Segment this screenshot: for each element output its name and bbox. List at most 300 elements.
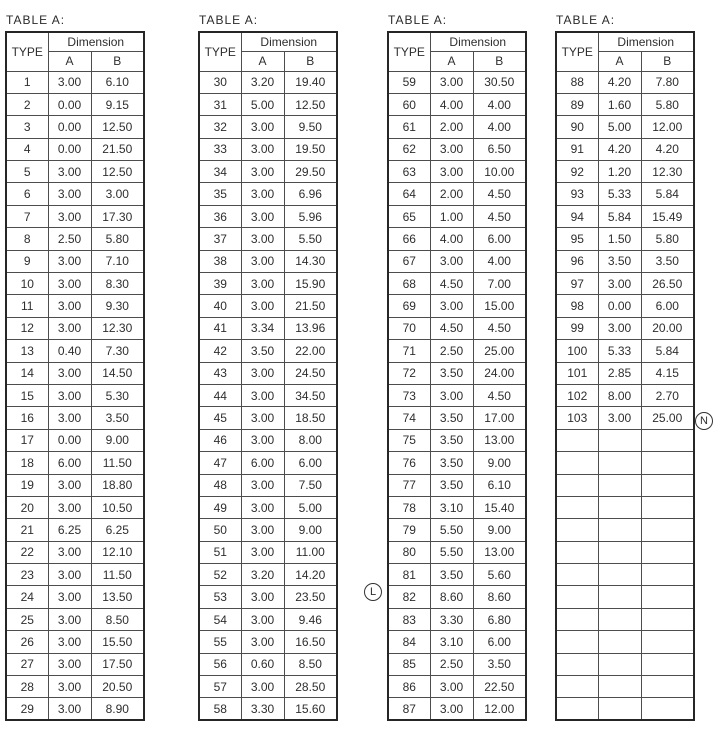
dim-a-cell: 4.20 (598, 71, 641, 93)
dim-a-cell: 3.00 (241, 496, 284, 518)
empty-cell (556, 429, 598, 451)
type-cell: 44 (199, 384, 241, 406)
header-row (6, 32, 144, 52)
dim-a-cell: 3.50 (430, 452, 473, 474)
dim-a-cell: 2.50 (430, 340, 473, 362)
dim-a-cell: 3.00 (430, 698, 473, 720)
type-cell: 77 (388, 474, 430, 496)
type-cell: 83 (388, 608, 430, 630)
dim-b-cell: 12.50 (91, 116, 144, 138)
type-cell: 3 (6, 116, 48, 138)
table-block-3 (387, 13, 527, 721)
dim-a-cell: 3.00 (598, 317, 641, 339)
dim-a-cell: 3.00 (598, 407, 641, 429)
type-cell: 94 (556, 205, 598, 227)
table-row (6, 205, 144, 227)
dim-a-cell: 3.00 (48, 698, 91, 720)
dim-b-cell: 6.25 (91, 519, 144, 541)
dim-a-cell: 3.20 (241, 71, 284, 93)
table-row (6, 452, 144, 474)
type-cell: 103 (556, 407, 598, 429)
type-cell: 10 (6, 273, 48, 295)
dim-b-cell: 12.50 (91, 161, 144, 183)
dim-a-cell: 3.00 (241, 407, 284, 429)
dim-a-cell: 5.84 (598, 205, 641, 227)
dim-b-cell: 13.96 (284, 317, 337, 339)
type-cell: 8 (6, 228, 48, 250)
type-cell: 62 (388, 138, 430, 160)
table-row (199, 384, 337, 406)
type-cell: 70 (388, 317, 430, 339)
dim-a-cell: 3.00 (48, 586, 91, 608)
table-row (199, 653, 337, 675)
type-cell: 36 (199, 205, 241, 227)
dim-a-cell: 3.00 (241, 250, 284, 272)
dim-a-cell: 0.00 (48, 116, 91, 138)
table-row (556, 138, 694, 160)
type-cell: 12 (6, 317, 48, 339)
type-cell: 17 (6, 429, 48, 451)
dim-a-cell: 3.00 (241, 116, 284, 138)
type-cell: 21 (6, 519, 48, 541)
empty-cell (556, 474, 598, 496)
table-row (199, 519, 337, 541)
empty-cell (598, 653, 641, 675)
dim-a-cell: 3.00 (48, 541, 91, 563)
type-cell: 7 (6, 205, 48, 227)
dim-a-cell: 3.00 (241, 474, 284, 496)
dim-a-cell: 6.25 (48, 519, 91, 541)
dim-a-cell: 6.00 (48, 452, 91, 474)
dim-a-cell: 3.00 (430, 71, 473, 93)
dim-b-cell: 4.00 (473, 116, 526, 138)
table-row (6, 250, 144, 272)
type-cell: 87 (388, 698, 430, 720)
type-cell: 18 (6, 452, 48, 474)
dim-b-cell: 34.50 (284, 384, 337, 406)
table-row (388, 250, 526, 272)
dim-b-cell: 9.00 (91, 429, 144, 451)
dim-b-cell: 6.10 (473, 474, 526, 496)
dim-b-cell: 21.50 (284, 295, 337, 317)
dim-a-cell: 4.00 (430, 228, 473, 250)
dim-b-cell: 23.50 (284, 586, 337, 608)
type-cell: 98 (556, 295, 598, 317)
type-cell: 55 (199, 631, 241, 653)
dim-b-cell: 17.00 (473, 407, 526, 429)
dim-b-cell: 5.30 (91, 384, 144, 406)
dim-b-cell: 10.00 (473, 161, 526, 183)
type-cell: 80 (388, 541, 430, 563)
dim-a-cell: 3.00 (48, 564, 91, 586)
dim-b-cell: 3.50 (641, 250, 694, 272)
table-row (388, 698, 526, 720)
dim-a-cell: 3.00 (241, 631, 284, 653)
table-row (388, 429, 526, 451)
type-cell: 96 (556, 250, 598, 272)
dim-b-cell: 5.84 (641, 340, 694, 362)
dim-a-cell: 5.00 (598, 116, 641, 138)
table-row (199, 474, 337, 496)
table-row (6, 138, 144, 160)
dim-b-cell: 5.84 (641, 183, 694, 205)
dim-a-cell: 3.00 (48, 653, 91, 675)
type-cell: 61 (388, 116, 430, 138)
dim-a-cell: 3.00 (430, 161, 473, 183)
dim-b-cell: 25.00 (641, 407, 694, 429)
dim-b-cell: 19.40 (284, 71, 337, 93)
col-header-dimension: Dimension (48, 32, 144, 52)
type-cell: 14 (6, 362, 48, 384)
table-row (388, 564, 526, 586)
table-row (388, 183, 526, 205)
table-row (199, 676, 337, 698)
type-cell: 63 (388, 161, 430, 183)
dim-a-cell: 3.50 (430, 362, 473, 384)
type-cell: 19 (6, 474, 48, 496)
dim-b-cell: 18.50 (284, 407, 337, 429)
dim-b-cell: 29.50 (284, 161, 337, 183)
dim-b-cell: 11.50 (91, 452, 144, 474)
table-row (388, 295, 526, 317)
dim-a-cell: 5.00 (241, 93, 284, 115)
type-cell: 15 (6, 384, 48, 406)
dim-a-cell: 3.00 (48, 71, 91, 93)
empty-cell (641, 608, 694, 630)
type-cell: 41 (199, 317, 241, 339)
col-header-dimension: Dimension (430, 32, 526, 52)
table-row (199, 93, 337, 115)
type-cell: 11 (6, 295, 48, 317)
dim-a-cell: 1.60 (598, 93, 641, 115)
dim-a-cell: 5.50 (430, 541, 473, 563)
table-row (6, 93, 144, 115)
empty-cell (598, 564, 641, 586)
dim-b-cell: 14.20 (284, 564, 337, 586)
empty-cell (556, 631, 598, 653)
table-block-2 (198, 13, 338, 721)
dim-a-cell: 3.00 (48, 474, 91, 496)
type-cell: 75 (388, 429, 430, 451)
empty-cell (641, 564, 694, 586)
empty-cell (598, 676, 641, 698)
dim-b-cell: 2.70 (641, 384, 694, 406)
empty-cell (598, 474, 641, 496)
table-row (556, 317, 694, 339)
dim-a-cell: 3.50 (430, 407, 473, 429)
empty-cell (641, 541, 694, 563)
dim-b-cell: 4.50 (473, 205, 526, 227)
type-cell: 74 (388, 407, 430, 429)
dim-b-cell: 6.00 (641, 295, 694, 317)
dim-a-cell: 0.00 (48, 138, 91, 160)
col-header-b: B (473, 52, 526, 72)
table-row (556, 228, 694, 250)
dim-a-cell: 3.00 (241, 519, 284, 541)
type-cell: 93 (556, 183, 598, 205)
empty-row (556, 586, 694, 608)
empty-cell (641, 519, 694, 541)
table-row (199, 608, 337, 630)
type-cell: 20 (6, 496, 48, 518)
type-cell: 95 (556, 228, 598, 250)
dim-a-cell: 3.50 (598, 250, 641, 272)
type-cell: 84 (388, 631, 430, 653)
table-row (6, 384, 144, 406)
type-cell: 100 (556, 340, 598, 362)
type-cell: 22 (6, 541, 48, 563)
dim-b-cell: 4.00 (473, 250, 526, 272)
type-cell: 53 (199, 586, 241, 608)
table-row (6, 653, 144, 675)
table-title: TABLE A: (556, 13, 616, 27)
dim-a-cell: 3.00 (48, 317, 91, 339)
dim-a-cell: 0.60 (241, 653, 284, 675)
dimension-table-3 (387, 31, 527, 721)
empty-row (556, 653, 694, 675)
type-cell: 79 (388, 519, 430, 541)
dim-a-cell: 2.85 (598, 362, 641, 384)
dim-a-cell: 3.00 (48, 362, 91, 384)
dim-a-cell: 3.00 (241, 295, 284, 317)
dim-a-cell: 3.00 (241, 138, 284, 160)
dim-b-cell: 4.20 (641, 138, 694, 160)
type-cell: 28 (6, 676, 48, 698)
dim-a-cell: 3.00 (48, 631, 91, 653)
type-cell: 67 (388, 250, 430, 272)
dim-a-cell: 3.50 (430, 429, 473, 451)
table-row (556, 362, 694, 384)
table-row (388, 138, 526, 160)
type-cell: 85 (388, 653, 430, 675)
note-marker-N-icon (695, 412, 713, 430)
dim-b-cell: 24.00 (473, 362, 526, 384)
table-row (556, 205, 694, 227)
table-row (388, 116, 526, 138)
dim-b-cell: 9.15 (91, 93, 144, 115)
table-row (556, 161, 694, 183)
table-row (6, 273, 144, 295)
table-row (556, 384, 694, 406)
table-row (556, 250, 694, 272)
dim-b-cell: 13.00 (473, 429, 526, 451)
dim-a-cell: 3.00 (48, 384, 91, 406)
table-row (388, 676, 526, 698)
dim-a-cell: 3.00 (48, 273, 91, 295)
type-cell: 46 (199, 429, 241, 451)
table-row (199, 183, 337, 205)
table-row (6, 71, 144, 93)
table-row (199, 250, 337, 272)
type-cell: 35 (199, 183, 241, 205)
empty-row (556, 474, 694, 496)
dim-b-cell: 4.00 (473, 93, 526, 115)
dim-a-cell: 3.10 (430, 496, 473, 518)
table-row (388, 340, 526, 362)
dim-b-cell: 17.30 (91, 205, 144, 227)
type-cell: 40 (199, 295, 241, 317)
type-cell: 54 (199, 608, 241, 630)
table-row (388, 653, 526, 675)
table-row (388, 93, 526, 115)
col-header-dimension: Dimension (598, 32, 694, 52)
dim-b-cell: 21.50 (91, 138, 144, 160)
dim-b-cell: 7.30 (91, 340, 144, 362)
table-row (6, 474, 144, 496)
dim-a-cell: 2.50 (430, 653, 473, 675)
empty-row (556, 676, 694, 698)
type-cell: 72 (388, 362, 430, 384)
dim-b-cell: 8.50 (91, 608, 144, 630)
dim-a-cell: 3.10 (430, 631, 473, 653)
type-cell: 90 (556, 116, 598, 138)
table-row (199, 273, 337, 295)
empty-cell (598, 631, 641, 653)
note-marker-L-icon (364, 583, 382, 601)
type-cell: 59 (388, 71, 430, 93)
empty-cell (598, 698, 641, 720)
dim-a-cell: 3.00 (48, 608, 91, 630)
type-cell: 58 (199, 698, 241, 720)
type-cell: 101 (556, 362, 598, 384)
table-row (556, 183, 694, 205)
dim-a-cell: 4.50 (430, 317, 473, 339)
table-row (6, 541, 144, 563)
dim-b-cell: 15.40 (473, 496, 526, 518)
type-cell: 86 (388, 676, 430, 698)
table-row (6, 183, 144, 205)
col-header-type: TYPE (199, 32, 241, 71)
table-row (199, 138, 337, 160)
col-header-a: A (430, 52, 473, 72)
type-cell: 92 (556, 161, 598, 183)
type-cell: 26 (6, 631, 48, 653)
dim-b-cell: 3.50 (473, 653, 526, 675)
type-cell: 23 (6, 564, 48, 586)
type-cell: 71 (388, 340, 430, 362)
dim-a-cell: 3.00 (430, 384, 473, 406)
col-header-type: TYPE (556, 32, 598, 71)
dimension-table-1 (5, 31, 145, 721)
type-cell: 24 (6, 586, 48, 608)
dim-b-cell: 4.50 (473, 317, 526, 339)
empty-cell (556, 653, 598, 675)
dim-a-cell: 0.00 (598, 295, 641, 317)
header-row (556, 32, 694, 52)
dim-a-cell: 0.00 (48, 93, 91, 115)
dim-b-cell: 15.50 (91, 631, 144, 653)
dim-b-cell: 6.96 (284, 183, 337, 205)
dim-a-cell: 4.00 (430, 93, 473, 115)
dim-a-cell: 3.00 (48, 205, 91, 227)
table-row (388, 474, 526, 496)
type-cell: 52 (199, 564, 241, 586)
empty-cell (641, 452, 694, 474)
type-cell: 38 (199, 250, 241, 272)
type-cell: 48 (199, 474, 241, 496)
dim-b-cell: 12.00 (473, 698, 526, 720)
type-cell: 37 (199, 228, 241, 250)
table-row (556, 71, 694, 93)
dim-b-cell: 11.50 (91, 564, 144, 586)
dim-a-cell: 3.00 (241, 205, 284, 227)
dim-a-cell: 2.00 (430, 183, 473, 205)
empty-cell (556, 519, 598, 541)
type-cell: 2 (6, 93, 48, 115)
type-cell: 13 (6, 340, 48, 362)
dim-b-cell: 8.00 (284, 429, 337, 451)
table-title: TABLE A: (199, 13, 259, 27)
table-row (388, 384, 526, 406)
empty-row (556, 452, 694, 474)
dim-b-cell: 5.80 (641, 93, 694, 115)
type-cell: 5 (6, 161, 48, 183)
dim-a-cell: 3.00 (598, 273, 641, 295)
dim-a-cell: 3.00 (430, 295, 473, 317)
col-header-b: B (641, 52, 694, 72)
table-row (6, 407, 144, 429)
type-cell: 39 (199, 273, 241, 295)
dim-a-cell: 3.20 (241, 564, 284, 586)
empty-cell (641, 653, 694, 675)
table-row (199, 228, 337, 250)
col-header-type: TYPE (6, 32, 48, 71)
dim-b-cell: 5.80 (641, 228, 694, 250)
table-row (388, 205, 526, 227)
empty-cell (598, 452, 641, 474)
empty-cell (556, 541, 598, 563)
dim-a-cell: 3.30 (241, 698, 284, 720)
empty-cell (598, 496, 641, 518)
table-row (199, 631, 337, 653)
type-cell: 81 (388, 564, 430, 586)
type-cell: 69 (388, 295, 430, 317)
dim-b-cell: 3.00 (91, 183, 144, 205)
dim-b-cell: 30.50 (473, 71, 526, 93)
type-cell: 49 (199, 496, 241, 518)
table-row (6, 340, 144, 362)
empty-cell (598, 541, 641, 563)
table-row (388, 362, 526, 384)
dim-b-cell: 9.30 (91, 295, 144, 317)
type-cell: 43 (199, 362, 241, 384)
type-cell: 32 (199, 116, 241, 138)
dim-a-cell: 6.00 (241, 452, 284, 474)
type-cell: 33 (199, 138, 241, 160)
dim-a-cell: 3.00 (241, 228, 284, 250)
dim-a-cell: 3.00 (241, 362, 284, 384)
dim-a-cell: 0.00 (48, 429, 91, 451)
table-row (6, 608, 144, 630)
type-cell: 50 (199, 519, 241, 541)
dim-b-cell: 12.00 (641, 116, 694, 138)
table-row (199, 317, 337, 339)
type-cell: 45 (199, 407, 241, 429)
dim-a-cell: 3.00 (48, 676, 91, 698)
dim-b-cell: 22.50 (473, 676, 526, 698)
empty-cell (556, 608, 598, 630)
dim-a-cell: 5.50 (430, 519, 473, 541)
dim-b-cell: 15.00 (473, 295, 526, 317)
dim-b-cell: 25.00 (473, 340, 526, 362)
table-row (388, 317, 526, 339)
table-row (199, 205, 337, 227)
dim-b-cell: 20.50 (91, 676, 144, 698)
dim-a-cell: 3.00 (48, 250, 91, 272)
empty-cell (598, 608, 641, 630)
type-cell: 6 (6, 183, 48, 205)
dim-b-cell: 4.50 (473, 384, 526, 406)
